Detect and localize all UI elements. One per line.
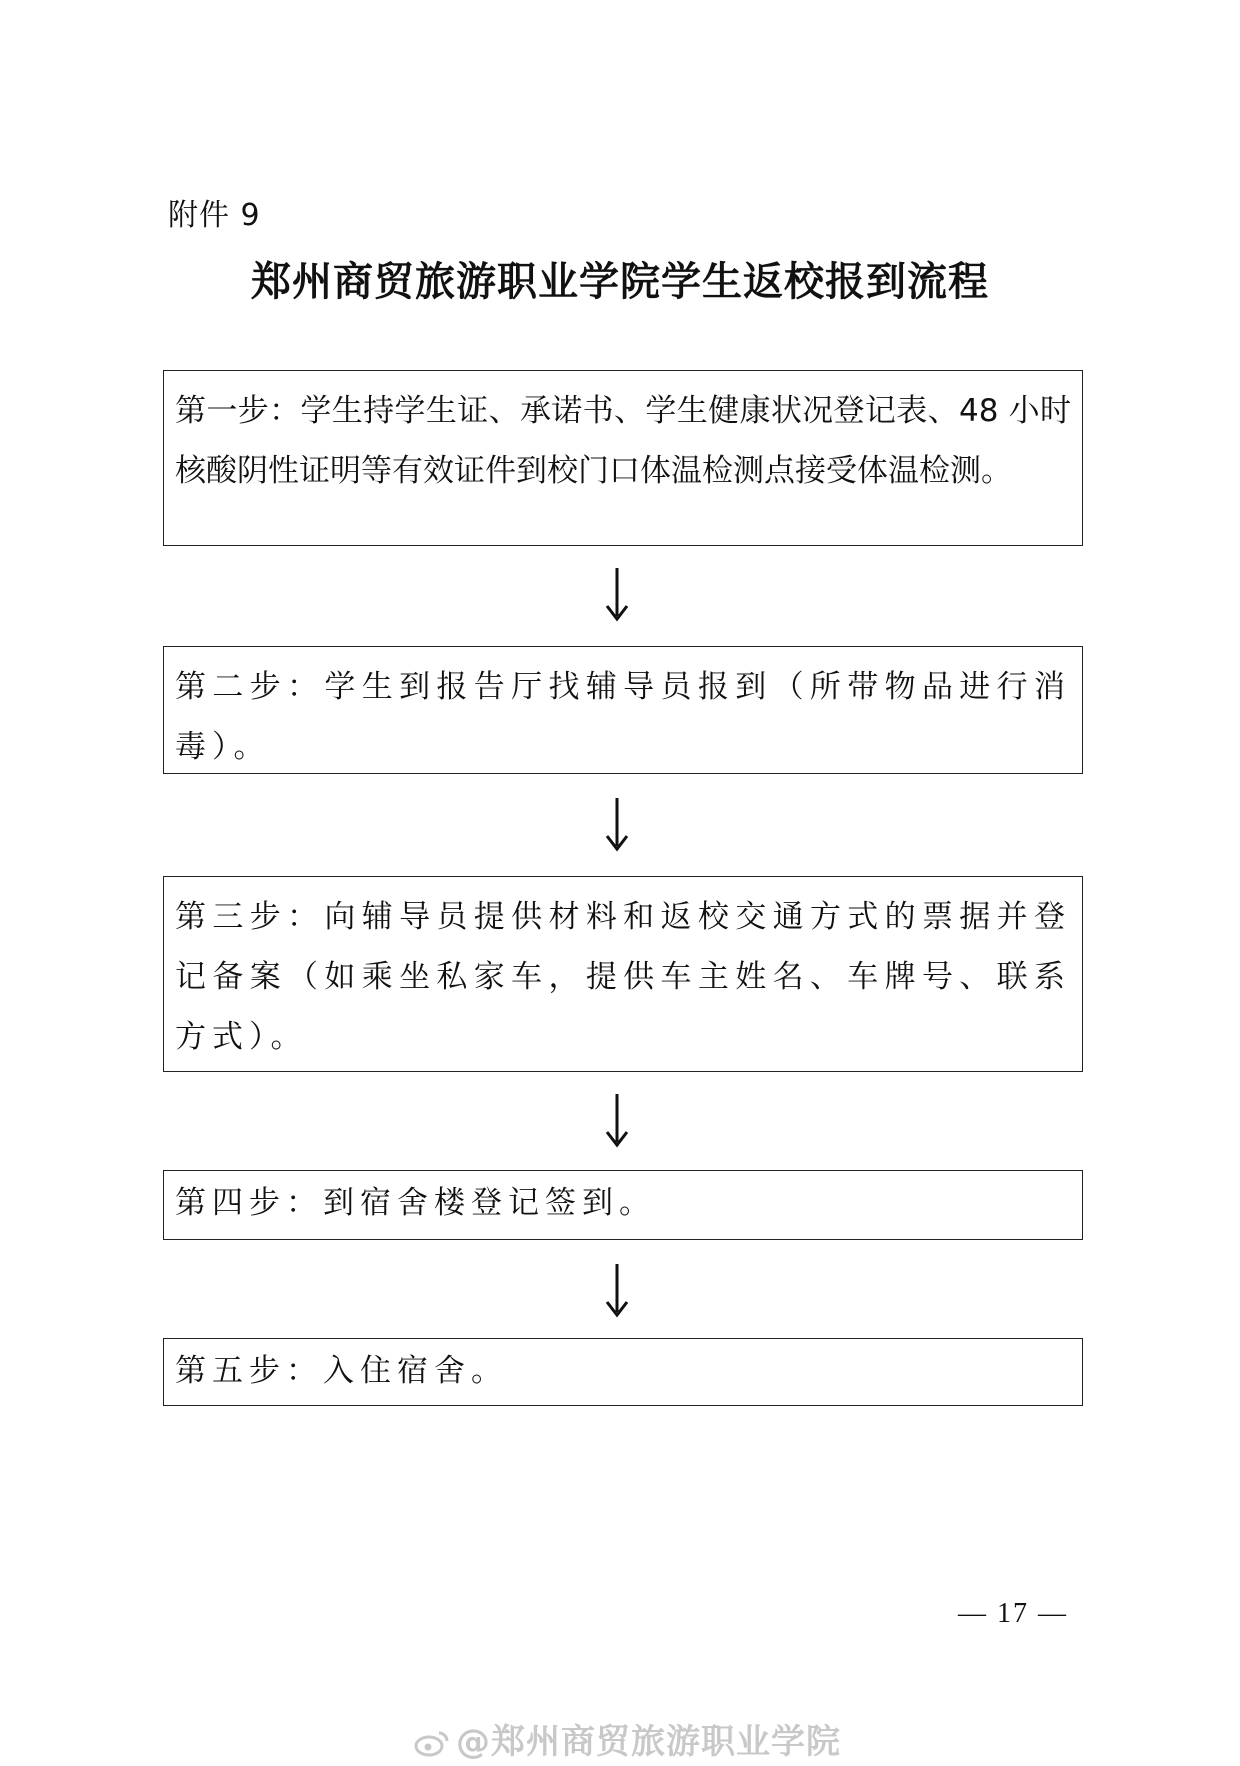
page-number: — 17 — [958, 1598, 1068, 1629]
arrow-down-icon [604, 1092, 630, 1148]
watermark-text: @郑州商贸旅游职业学院 [456, 1722, 841, 1762]
step-5-box: 第五步：入住宿舍。 [163, 1338, 1083, 1406]
page-title: 郑州商贸旅游职业学院学生返校报到流程 [251, 258, 989, 305]
arrow-down-icon [604, 1262, 630, 1318]
arrow-down-icon [604, 796, 630, 852]
watermark [414, 1714, 841, 1763]
arrow-down-icon [604, 566, 630, 622]
step-1-box: 第一步：学生持学生证、承诺书、学生健康状况登记表、48 小时核酸阴性证明等有效证件到校门口体温检测点接受体温检测。 [163, 370, 1083, 546]
weibo-logo-icon [414, 1726, 450, 1754]
step-4-box: 第四步：到宿舍楼登记签到。 [163, 1170, 1083, 1240]
step-3-box: 第三步：向辅导员提供材料和返校交通方式的票据并登记备案（如乘坐私家车，提供车主姓名、车牌号、联系方式）。 [163, 876, 1083, 1072]
step-2-box: 第二步：学生到报告厅找辅导员报到（所带物品进行消毒）。 [163, 646, 1083, 774]
attachment-label: 附件 9 [168, 198, 261, 233]
